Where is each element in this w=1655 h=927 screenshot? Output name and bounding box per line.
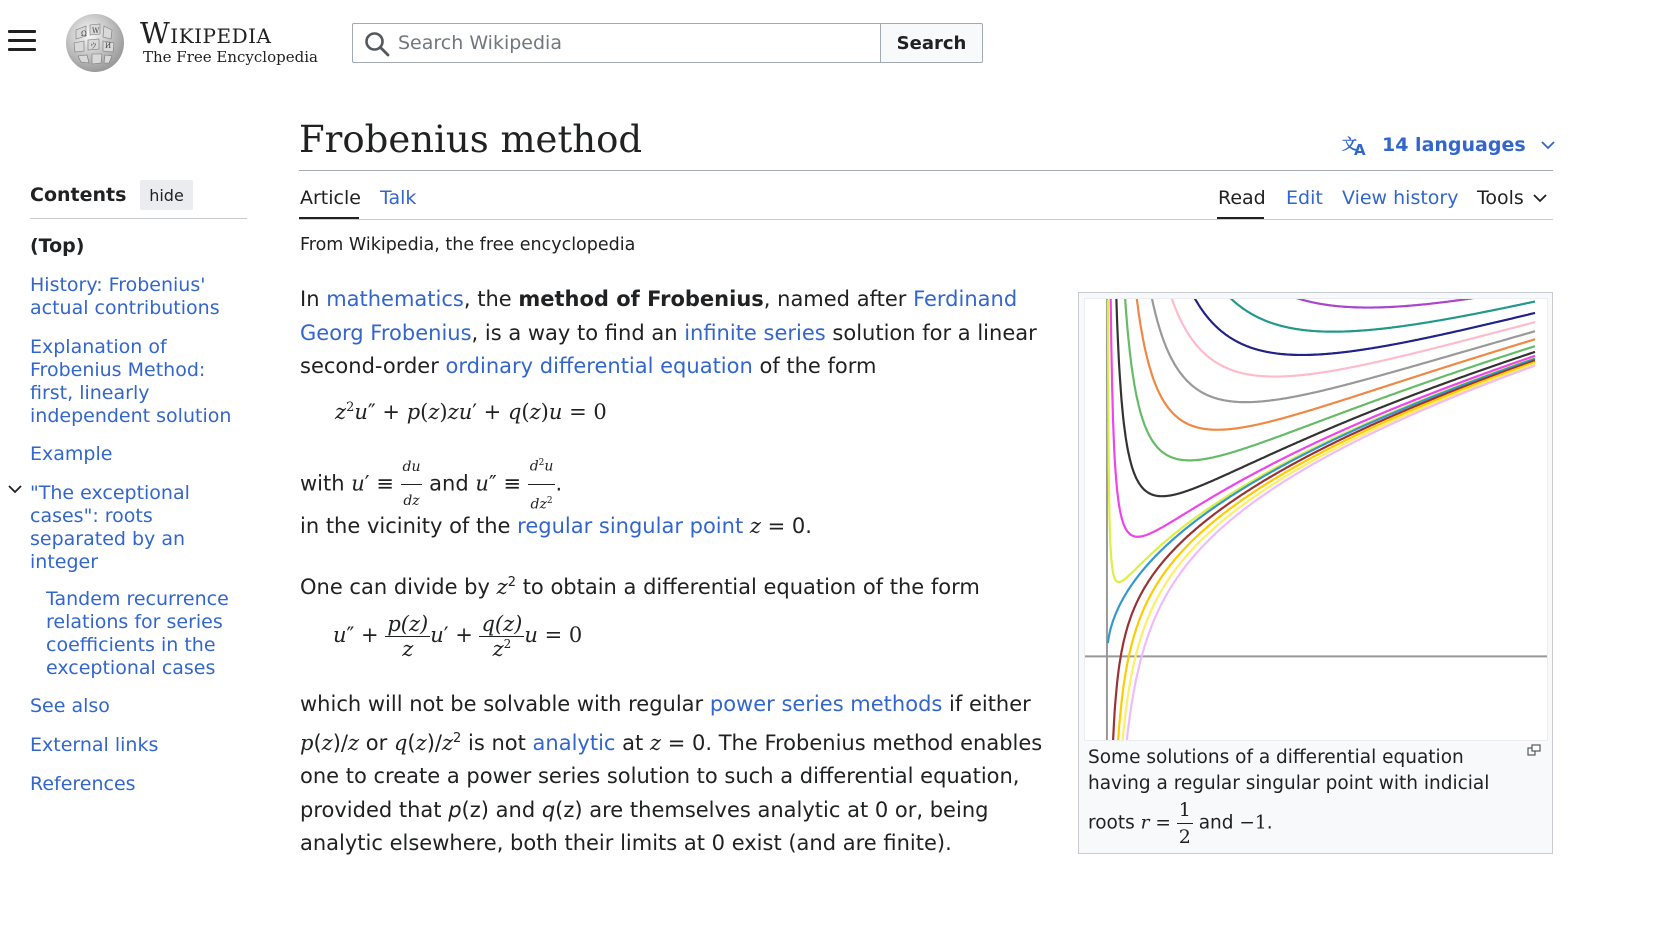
main-menu-button[interactable]: [8, 30, 36, 56]
svg-text:ウ: ウ: [90, 42, 97, 50]
text: and: [429, 471, 469, 496]
title-divider: [299, 170, 1553, 171]
search-icon: [364, 31, 390, 57]
link-ordinary-differential-equation[interactable]: ordinary differential equation: [445, 354, 753, 378]
equation-ode: $z^2u'' + p(z)zu' + q(z)u = 0$: [335, 400, 607, 424]
chevron-down-icon[interactable]: [8, 482, 22, 496]
tab-edit[interactable]: Edit: [1286, 187, 1323, 209]
tools-menu[interactable]: [1477, 187, 1548, 209]
chevron-down-icon: [1532, 192, 1548, 204]
language-icon: [1342, 133, 1370, 157]
text: in the vicinity of the: [300, 514, 518, 538]
singular-point-paragraph: in the vicinity of the regular singular point z = 0.: [300, 514, 812, 538]
link-regular-singular-point[interactable]: regular singular point: [517, 514, 744, 538]
toc-divider: [30, 218, 247, 219]
link-infinite-series[interactable]: infinite series: [684, 320, 826, 345]
math-p: p: [448, 797, 462, 822]
math-q: q: [541, 797, 556, 822]
tab-read[interactable]: Read: [1218, 187, 1266, 209]
solution-curve: [1112, 360, 1535, 741]
text: .: [805, 514, 812, 538]
text: , the: [463, 287, 519, 311]
svg-text:W: W: [92, 27, 100, 35]
text: at: [622, 730, 644, 755]
languages-label: 14 languages: [1382, 134, 1526, 156]
solution-curve: [1108, 359, 1535, 643]
text: which will not be solvable with regular: [300, 692, 710, 716]
enlarge-icon[interactable]: [1527, 744, 1541, 756]
tab-view-history[interactable]: View history: [1342, 187, 1459, 209]
text: is not: [468, 730, 526, 755]
link-mathematics[interactable]: mathematics: [326, 287, 464, 311]
text: to obtain a differential equation of the form: [522, 575, 980, 599]
caption-text: Some solutions of a differential equation having a regular singular point with indicial roots: [1088, 747, 1490, 834]
languages-button[interactable]: [1342, 130, 1556, 160]
site-subtitle: From Wikipedia, the free encyclopedia: [300, 235, 636, 255]
text: are themselves analytic at 0 or, being analytic elsewhere, both their limits at 0 exist (and are finite).: [300, 797, 989, 855]
text: of the form: [752, 354, 877, 378]
toc-item-external-links[interactable]: External links: [30, 734, 159, 756]
toc-item-exceptional-cases[interactable]: "The exceptional cases": roots separated by an integer: [30, 482, 190, 573]
toc-title: Contents: [30, 184, 127, 206]
solution-curve: [1133, 298, 1535, 430]
solution-curve: [1198, 298, 1535, 332]
bold-term: method of Frobenius: [518, 287, 764, 311]
tabs-divider: [299, 219, 1553, 220]
tab-article[interactable]: Article: [300, 187, 361, 209]
link-power-series-methods[interactable]: power series methods: [709, 692, 943, 716]
solution-curve: [1110, 298, 1535, 537]
toc-item-see-also[interactable]: See also: [30, 695, 110, 717]
page-title: Frobenius method: [299, 118, 643, 161]
toc-item-history[interactable]: History: Frobenius' actual contributions: [30, 274, 220, 319]
text: solution for a linear second-order: [300, 320, 1037, 378]
figure-caption: Some solutions of a differential equation having a regular singular point with indicial roots r = $\frac{1}{2}$ and −1.: [1088, 747, 1490, 848]
text: if either: [942, 692, 1031, 716]
solution-curve: [1230, 298, 1535, 308]
toc-item-example[interactable]: Example: [30, 443, 113, 465]
intro-paragraph: [300, 283, 1060, 384]
tab-talk[interactable]: Talk: [380, 187, 417, 209]
text: , is a way to find an: [471, 320, 685, 345]
chevron-down-icon: [1540, 139, 1556, 151]
search-input[interactable]: [398, 24, 868, 62]
svg-text:文: 文: [1342, 135, 1358, 153]
wikipedia-globe-logo[interactable]: [62, 12, 128, 74]
toc-item-tandem-recurrence[interactable]: Tandem recurrence relations for series coefficients in the exceptional cases: [46, 588, 229, 679]
text: with: [300, 471, 345, 496]
derivative-definitions: with u′ ≡ $\frac{du}{dz}$ and u″ ≡ $\frac{d^2u}{dz^2}$ .: [300, 447, 1060, 522]
svg-text:Ω: Ω: [81, 30, 87, 38]
toc-item-top[interactable]: (Top): [30, 235, 85, 257]
link-analytic[interactable]: analytic: [532, 730, 616, 755]
math-arg: (z): [461, 797, 489, 822]
svg-text:И: И: [105, 42, 112, 50]
figure-solutions-plot[interactable]: [1084, 298, 1548, 741]
tools-label: Tools: [1477, 187, 1524, 209]
toc-hide-button[interactable]: hide: [140, 180, 193, 210]
toc-item-explanation[interactable]: Explanation of Frobenius Method: first, linearly independent solution: [30, 336, 232, 427]
frobenius-paragraph: which will not be solvable with regular power series methods if either p(z)/z or $q(z)/z^2$ is not analytic at z = 0. The Frobenius method enables one to create a power series solution to such a differential equation, provided that p(z) and q(z) are themselves analytic at 0 or, being analytic elsewhere, both their limits at 0 exist (and are finite).: [300, 692, 1043, 855]
text: , named after: [763, 287, 914, 311]
text: and: [488, 797, 542, 822]
svg-text:A: A: [1354, 141, 1366, 157]
math-arg: (z): [555, 797, 583, 822]
caption-text: and: [1198, 812, 1234, 834]
search-button[interactable]: Search: [880, 23, 983, 63]
text: or: [365, 730, 388, 755]
toc-item-references[interactable]: References: [30, 773, 136, 795]
text: In: [300, 287, 327, 311]
text: One can divide by: [300, 575, 490, 599]
wikipedia-wordmark[interactable]: Wikipedia: [140, 16, 272, 50]
wikipedia-tagline: The Free Encyclopedia: [143, 48, 318, 66]
divide-paragraph: One can divide by $z^2$ to obtain a differential equation of the form: [300, 575, 980, 599]
text: . The Frobenius method enables one to create a power series solution to such a differential equation, provided that: [300, 730, 1043, 822]
equation-normalized: u″ + $\frac{p(z)}{z}$ u′ + $\frac{q(z)}{z^2}$ u = 0: [333, 612, 583, 661]
link-ferdinand-georg-frobenius[interactable]: Ferdinand Georg Frobenius: [300, 287, 1018, 345]
